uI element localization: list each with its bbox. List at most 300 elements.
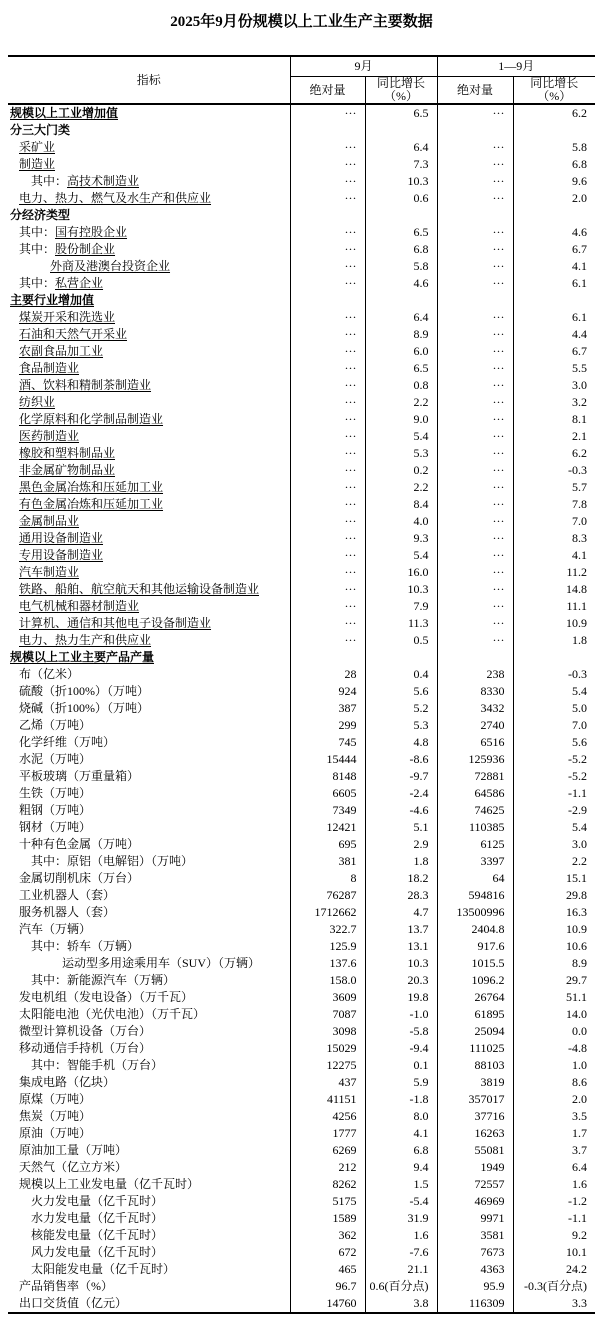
value-cell [437, 122, 513, 139]
value-cell: 51.1 [513, 989, 595, 1006]
table-row [8, 836, 595, 853]
value-cell: 8.1 [513, 411, 595, 428]
value-cell: 37716 [437, 1108, 513, 1125]
value-cell: 19.8 [365, 989, 437, 1006]
indicator-label: 水泥（万吨） [19, 752, 92, 766]
value-cell: 6.5 [365, 104, 437, 122]
indicator-cell [8, 190, 290, 207]
value-cell: 16263 [437, 1125, 513, 1142]
indicator-label: 移动通信手持机（万台） [19, 1041, 152, 1055]
table-row [8, 1295, 595, 1313]
value-cell: 387 [290, 700, 365, 717]
value-cell: ··· [437, 377, 513, 394]
indicator-label: 工业机器人（套） [19, 888, 116, 902]
value-cell: ··· [437, 445, 513, 462]
value-cell: 6.5 [365, 224, 437, 241]
indicator-link[interactable]: 计算机、通信和其他电子设备制造业 [19, 616, 212, 630]
value-cell: 0.6(百分点) [365, 1278, 437, 1295]
value-cell: 1777 [290, 1125, 365, 1142]
value-cell: 3.7 [513, 1142, 595, 1159]
value-cell: 2.1 [513, 428, 595, 445]
table-row [8, 1193, 595, 1210]
value-cell: ··· [290, 343, 365, 360]
indicator-link[interactable]: 金属制品业 [19, 514, 80, 528]
table-row [8, 921, 595, 938]
value-cell: 6.2 [513, 104, 595, 122]
value-cell: 14.0 [513, 1006, 595, 1023]
value-cell: ··· [437, 513, 513, 530]
indicator-cell [8, 1159, 290, 1176]
indicator-cell [8, 1244, 290, 1261]
indicator-cell [8, 343, 290, 360]
value-cell: 6.4 [365, 309, 437, 326]
indicator-cell [8, 496, 290, 513]
indicator-link[interactable]: 有色金属冶炼和压延加工业 [19, 497, 164, 511]
value-cell: -5.4 [365, 1193, 437, 1210]
indicator-cell [8, 513, 290, 530]
value-cell: 31.9 [365, 1210, 437, 1227]
table-row [8, 394, 595, 411]
value-cell: -5.2 [513, 751, 595, 768]
table-row [8, 1244, 595, 1261]
value-cell [290, 292, 365, 309]
value-cell: 10.9 [513, 921, 595, 938]
value-cell: ··· [290, 615, 365, 632]
table-row [8, 904, 595, 921]
indicator-label: 钢材（万吨） [19, 820, 92, 834]
value-cell: -2.4 [365, 785, 437, 802]
value-cell: 16.3 [513, 904, 595, 921]
value-cell [290, 207, 365, 224]
table-row [8, 479, 595, 496]
value-cell: 28.3 [365, 887, 437, 904]
value-cell [513, 292, 595, 309]
table-row [8, 173, 595, 190]
indicator-cell [8, 921, 290, 938]
indicator-label: 产品销售率（%） [19, 1279, 113, 1293]
value-cell: ··· [290, 258, 365, 275]
table-row [8, 496, 595, 513]
indicator-link[interactable]: 铁路、船舶、航空航天和其他运输设备制造业 [19, 582, 260, 596]
indicator-cell [8, 564, 290, 581]
indicator-cell [8, 445, 290, 462]
indicator-label: 新能源汽车（万辆） [67, 973, 176, 987]
indicator-label: 服务机器人（套） [19, 905, 116, 919]
indicator-link[interactable]: 食品制造业 [19, 361, 80, 375]
value-cell: 18.2 [365, 870, 437, 887]
indicator-link[interactable]: 通用设备制造业 [19, 531, 104, 545]
value-cell: 24.2 [513, 1261, 595, 1278]
value-cell: 4363 [437, 1261, 513, 1278]
value-cell: 238 [437, 666, 513, 683]
indicator-label: 生铁（万吨） [19, 786, 92, 800]
indicator-link[interactable]: 化学原料和化学制品制造业 [19, 412, 164, 426]
indicator-label: 太阳能电池（光伏电池）（万千瓦） [19, 1007, 206, 1021]
value-cell: -9.7 [365, 768, 437, 785]
value-cell: -4.8 [513, 1040, 595, 1057]
indicator-label: 核能发电量（亿千瓦时） [31, 1228, 164, 1242]
value-cell: 72557 [437, 1176, 513, 1193]
value-cell: 9.4 [365, 1159, 437, 1176]
value-cell: ··· [437, 104, 513, 122]
value-cell: 116309 [437, 1295, 513, 1313]
value-cell: ··· [437, 479, 513, 496]
indicator-cell [8, 649, 290, 666]
value-cell: 745 [290, 734, 365, 751]
value-cell: 3432 [437, 700, 513, 717]
value-cell: 5.3 [365, 717, 437, 734]
value-cell: 381 [290, 853, 365, 870]
indicator-cell [8, 972, 290, 989]
indicator-cell [8, 1091, 290, 1108]
value-cell: 5.7 [513, 479, 595, 496]
value-cell: 26764 [437, 989, 513, 1006]
table-row [8, 326, 595, 343]
value-cell: ··· [290, 190, 365, 207]
value-cell [513, 649, 595, 666]
indicator-link[interactable]: 外商及港澳台投资企业 [50, 259, 171, 273]
table-row [8, 1057, 595, 1074]
table-row [8, 734, 595, 751]
value-cell: ··· [437, 547, 513, 564]
value-cell: ··· [290, 139, 365, 156]
value-cell: 5.1 [365, 819, 437, 836]
table-row [8, 275, 595, 292]
table-row [8, 581, 595, 598]
value-cell: 13500996 [437, 904, 513, 921]
value-cell: 465 [290, 1261, 365, 1278]
value-cell: 28 [290, 666, 365, 683]
value-cell: 25094 [437, 1023, 513, 1040]
value-cell: ··· [290, 462, 365, 479]
indicator-cell [8, 989, 290, 1006]
indicator-cell [8, 1057, 290, 1074]
value-cell: 5.4 [365, 547, 437, 564]
indicator-cell [8, 870, 290, 887]
indicator-link[interactable]: 高技术制造业 [67, 174, 140, 188]
value-cell: 9.0 [365, 411, 437, 428]
col-header-absolute-jan-sep: 绝对量 [437, 77, 513, 105]
indicator-link[interactable]: 规模以上工业增加值 [10, 106, 119, 120]
value-cell: ··· [437, 309, 513, 326]
value-cell: 1.7 [513, 1125, 595, 1142]
table-row [8, 802, 595, 819]
yoy-unit: （%） [537, 89, 572, 103]
indicator-label: 智能手机（万台） [67, 1058, 164, 1072]
value-cell [513, 122, 595, 139]
value-cell: ··· [290, 104, 365, 122]
table-row [8, 1142, 595, 1159]
value-cell: 158.0 [290, 972, 365, 989]
value-cell: 10.9 [513, 615, 595, 632]
table-row [8, 785, 595, 802]
value-cell: ··· [437, 360, 513, 377]
value-cell: 8.0 [365, 1108, 437, 1125]
indicator-cell [8, 1142, 290, 1159]
indicator-cell [8, 615, 290, 632]
indicator-label: 平板玻璃（万重量箱） [19, 769, 140, 783]
indicator-cell [8, 1176, 290, 1193]
indicator-link[interactable]: 主要行业增加值 [10, 293, 95, 307]
value-cell: ··· [290, 173, 365, 190]
value-cell: 3.0 [513, 836, 595, 853]
table-row [8, 411, 595, 428]
indicator-link[interactable]: 石油和天然气开采业 [19, 327, 128, 341]
table-row [8, 598, 595, 615]
indicator-prefix: 其中： [31, 174, 68, 188]
indicator-cell [8, 751, 290, 768]
indicator-link[interactable]: 非金属矿物制品业 [19, 463, 116, 477]
value-cell: ··· [437, 632, 513, 649]
indicator-cell [8, 819, 290, 836]
table-row [8, 955, 595, 972]
indicator-link[interactable]: 制造业 [19, 157, 56, 171]
value-cell: ··· [290, 275, 365, 292]
indicator-cell [8, 224, 290, 241]
table-row [8, 768, 595, 785]
indicator-link[interactable]: 酒、饮料和精制茶制造业 [19, 378, 152, 392]
indicator-label: 太阳能发电量（亿千瓦时） [31, 1262, 176, 1276]
table-row [8, 343, 595, 360]
value-cell: 2.0 [513, 190, 595, 207]
value-cell: 1.6 [365, 1227, 437, 1244]
value-cell: 6.8 [513, 156, 595, 173]
indicator-prefix: 其中： [31, 973, 68, 987]
value-cell: 0.8 [365, 377, 437, 394]
value-cell: ··· [437, 411, 513, 428]
value-cell: 61895 [437, 1006, 513, 1023]
value-cell: ··· [290, 581, 365, 598]
indicator-cell [8, 241, 290, 258]
value-cell: 15.1 [513, 870, 595, 887]
indicator-label: 水力发电量（亿千瓦时） [31, 1211, 164, 1225]
indicator-link[interactable]: 国有控股企业 [55, 225, 128, 239]
value-cell: 3098 [290, 1023, 365, 1040]
indicator-link[interactable]: 纺织业 [19, 395, 56, 409]
value-cell: 4.6 [513, 224, 595, 241]
value-cell: 5.0 [513, 700, 595, 717]
value-cell: 1.8 [365, 853, 437, 870]
value-cell: ··· [290, 496, 365, 513]
indicator-cell [8, 1295, 290, 1313]
table-row [8, 632, 595, 649]
value-cell: 212 [290, 1159, 365, 1176]
value-cell: ··· [437, 173, 513, 190]
value-cell: 16.0 [365, 564, 437, 581]
value-cell: ··· [290, 530, 365, 547]
indicator-label: 汽车（万辆） [19, 922, 92, 936]
value-cell: 21.1 [365, 1261, 437, 1278]
table-row [8, 309, 595, 326]
value-cell: 5.8 [513, 139, 595, 156]
indicator-label: 轿车（万辆） [67, 939, 140, 953]
value-cell: -5.2 [513, 768, 595, 785]
col-group-september: 9月 [290, 56, 437, 77]
indicator-link[interactable]: 电力、热力、燃气及水生产和供应业 [19, 191, 212, 205]
value-cell: 55081 [437, 1142, 513, 1159]
value-cell: 594816 [437, 887, 513, 904]
value-cell [513, 207, 595, 224]
indicator-link[interactable]: 专用设备制造业 [19, 548, 104, 562]
indicator-cell [8, 1108, 290, 1125]
indicator-label: 原煤（万吨） [19, 1092, 92, 1106]
value-cell: 3581 [437, 1227, 513, 1244]
table-row [8, 428, 595, 445]
value-cell: 8.9 [513, 955, 595, 972]
indicator-cell [8, 1040, 290, 1057]
value-cell: -2.9 [513, 802, 595, 819]
value-cell: ··· [290, 326, 365, 343]
value-cell: 9.2 [513, 1227, 595, 1244]
value-cell: 0.6 [365, 190, 437, 207]
indicator-prefix: 其中： [19, 242, 56, 256]
value-cell: ··· [437, 326, 513, 343]
value-cell: 95.9 [437, 1278, 513, 1295]
indicator-label: 分三大门类 [10, 123, 71, 137]
value-cell: 10.1 [513, 1244, 595, 1261]
value-cell: 4.1 [513, 547, 595, 564]
indicator-link[interactable]: 采矿业 [19, 140, 56, 154]
value-cell [437, 207, 513, 224]
value-cell: ··· [437, 564, 513, 581]
value-cell: 5.8 [365, 258, 437, 275]
table-row [8, 819, 595, 836]
indicator-cell [8, 666, 290, 683]
value-cell: 41151 [290, 1091, 365, 1108]
value-cell: 137.6 [290, 955, 365, 972]
table-row [8, 547, 595, 564]
table-row [8, 1023, 595, 1040]
value-cell: 4.6 [365, 275, 437, 292]
value-cell: ··· [437, 190, 513, 207]
value-cell: ··· [290, 564, 365, 581]
indicator-cell [8, 1074, 290, 1091]
value-cell: 125936 [437, 751, 513, 768]
value-cell: 672 [290, 1244, 365, 1261]
indicator-label: 出口交货值（亿元） [19, 1296, 128, 1310]
indicator-cell [8, 1006, 290, 1023]
indicator-cell [8, 122, 290, 139]
indicator-cell [8, 904, 290, 921]
indicator-cell [8, 802, 290, 819]
value-cell: ··· [437, 275, 513, 292]
value-cell: ··· [437, 394, 513, 411]
value-cell: 1589 [290, 1210, 365, 1227]
table-row [8, 1210, 595, 1227]
value-cell: 6.0 [365, 343, 437, 360]
indicator-link[interactable]: 煤炭开采和洗选业 [19, 310, 116, 324]
value-cell: 14.8 [513, 581, 595, 598]
value-cell: 4.1 [513, 258, 595, 275]
indicator-label: 化学纤维（万吨） [19, 735, 116, 749]
indicator-link[interactable]: 黑色金属冶炼和压延加工业 [19, 480, 164, 494]
value-cell: 10.3 [365, 581, 437, 598]
value-cell: -7.6 [365, 1244, 437, 1261]
indicator-cell [8, 598, 290, 615]
value-cell: 9971 [437, 1210, 513, 1227]
indicator-link[interactable]: 农副食品加工业 [19, 344, 104, 358]
indicator-link[interactable]: 电力、热力生产和供应业 [19, 633, 152, 647]
value-cell: -0.3(百分点) [513, 1278, 595, 1295]
value-cell: 5.4 [513, 683, 595, 700]
indicator-prefix: 其中： [31, 939, 68, 953]
indicator-cell [8, 326, 290, 343]
value-cell: 10.3 [365, 173, 437, 190]
value-cell: 11.1 [513, 598, 595, 615]
col-header-yoy-sep [365, 77, 437, 105]
value-cell: 2.2 [513, 853, 595, 870]
indicator-link[interactable]: 橡胶和塑料制品业 [19, 446, 116, 460]
value-cell: 15029 [290, 1040, 365, 1057]
value-cell: 6.8 [365, 1142, 437, 1159]
indicator-cell [8, 530, 290, 547]
indicator-link[interactable]: 股份制企业 [55, 242, 116, 256]
value-cell: 1015.5 [437, 955, 513, 972]
indicator-label: 火力发电量（亿千瓦时） [31, 1194, 164, 1208]
indicator-cell [8, 1023, 290, 1040]
value-cell: 7.8 [513, 496, 595, 513]
value-cell: 4.4 [513, 326, 595, 343]
table-row [8, 513, 595, 530]
indicator-cell [8, 955, 290, 972]
table-row [8, 122, 595, 139]
indicator-link[interactable]: 医药制造业 [19, 429, 80, 443]
indicator-cell [8, 139, 290, 156]
col-header-indicator: 指标 [8, 56, 290, 104]
table-row [8, 615, 595, 632]
table-row [8, 462, 595, 479]
value-cell: 4.8 [365, 734, 437, 751]
indicator-cell [8, 1125, 290, 1142]
value-cell: 5.2 [365, 700, 437, 717]
value-cell: 125.9 [290, 938, 365, 955]
table-row [8, 1227, 595, 1244]
value-cell [290, 122, 365, 139]
value-cell: -9.4 [365, 1040, 437, 1057]
value-cell: -0.3 [513, 666, 595, 683]
indicator-cell [8, 836, 290, 853]
indicator-cell [8, 938, 290, 955]
value-cell: ··· [290, 445, 365, 462]
table-row [8, 241, 595, 258]
indicator-label: 金属切削机床（万台） [19, 871, 140, 885]
value-cell: ··· [437, 615, 513, 632]
indicator-label: 微型计算机设备（万台） [19, 1024, 152, 1038]
value-cell: 1712662 [290, 904, 365, 921]
value-cell: ··· [437, 258, 513, 275]
table-row [8, 1108, 595, 1125]
value-cell: 357017 [437, 1091, 513, 1108]
indicator-link[interactable]: 汽车制造业 [19, 565, 80, 579]
value-cell: 74625 [437, 802, 513, 819]
indicator-link[interactable]: 电气机械和器材制造业 [19, 599, 140, 613]
value-cell: 88103 [437, 1057, 513, 1074]
indicator-link[interactable]: 规模以上工业主要产品产量 [10, 650, 155, 664]
indicator-cell [8, 853, 290, 870]
indicator-cell [8, 173, 290, 190]
value-cell: ··· [437, 343, 513, 360]
value-cell: 110385 [437, 819, 513, 836]
indicator-link[interactable]: 私营企业 [55, 276, 104, 290]
indicator-cell [8, 462, 290, 479]
value-cell [365, 649, 437, 666]
indicator-cell [8, 1278, 290, 1295]
indicator-cell [8, 887, 290, 904]
value-cell: 0.2 [365, 462, 437, 479]
value-cell: 695 [290, 836, 365, 853]
yoy-label: 同比增长 [530, 76, 579, 90]
value-cell: 8.3 [513, 530, 595, 547]
